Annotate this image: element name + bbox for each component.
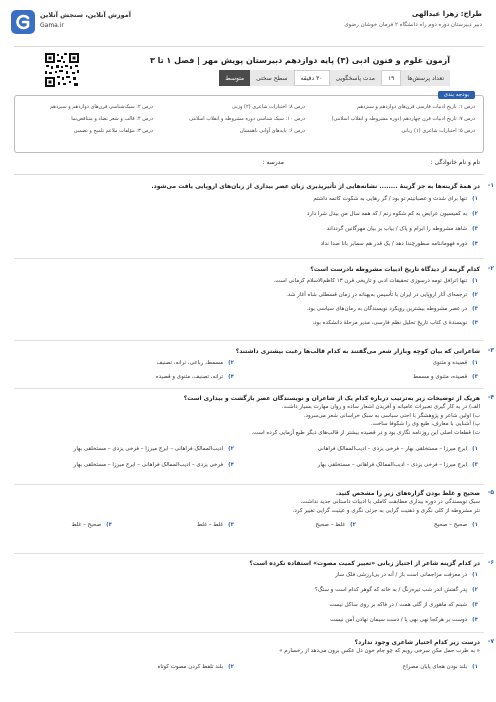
option-1[interactable]: ۱)تنها برای شدت و عصبانیتم تو بود / گر رهایی به شکوت کاتمه داشتم xyxy=(313,196,478,202)
questions-count-value: ۱۹ xyxy=(381,70,401,86)
option-3[interactable]: ۳)شبنم که ماهوری از گلی همت / در فاکه بر روی ساکل نیست xyxy=(329,602,478,608)
exam-info-bar xyxy=(219,70,450,86)
question-number: ۶- xyxy=(487,559,494,566)
question-statement: پ) آشنایی با معارف، طبع وی را شکوفا ساخت. xyxy=(370,421,480,427)
question-number: ۴- xyxy=(487,394,494,401)
option-4[interactable]: ۴)دوست بر هرکجا نهی نهی پا / دست سیمان نهادن آمن نیست xyxy=(330,617,478,623)
topic-item: درس ۸: اختیارات شاعری (۲) وزنی xyxy=(232,104,305,110)
questions-count-label: تعداد پرسش‌ها xyxy=(401,70,450,86)
question-divider xyxy=(14,340,484,341)
difficulty-value: متوسط xyxy=(219,70,250,86)
topic-item: درس ۳: مؤلفات ملاعم تلمیح و تضمین xyxy=(73,128,153,134)
question-divider xyxy=(14,632,484,633)
option-3[interactable]: ۳)ایرج میرزا – فرخی یزدی – ادیب‌الممالک فراهانی – مستخلقی بهار xyxy=(317,462,478,468)
question-divider xyxy=(14,388,484,389)
duration-label: مدت پاسخگویی xyxy=(330,70,381,86)
difficulty-label: سطح سختی xyxy=(250,70,293,86)
option-2[interactable]: ۲)ترجمه‌ای آثار اروپایی در ایران با تأسیس به‌پهنانه در زمان قسطلی شاه آغاز شد. xyxy=(286,292,478,298)
question-text: هریک از توضیحات زیر به‌ترتیب درباره کدام یک از شاعران و نویسندگان عصر بازگشت و بیداری است؟ xyxy=(183,395,480,402)
option-3[interactable]: ۳)قصیده، مثنوی و مسمط xyxy=(412,374,478,380)
exam-title: آزمون علوم و فنون ادبی (۳) پایه دوازدهم دبیرستان پویش مهر | فصل ۱ تا ۳ xyxy=(149,56,450,65)
option-1[interactable]: ۱)بلند بودن هجای پایان مصراع xyxy=(402,664,478,670)
option-4[interactable]: ۴)ترانه، تصنیف، مثنوی و قصیده xyxy=(155,374,234,380)
option-1[interactable]: ۱)صحیح – صحیح xyxy=(434,522,478,528)
question-3 xyxy=(14,347,494,387)
option-1[interactable]: ۱)در معرفت مزاجمانی است باز / آنه در بی‌ارزشی فلک ساز xyxy=(335,572,478,578)
question-number: ۳- xyxy=(487,347,494,354)
school-label: مدرسه : xyxy=(262,159,284,166)
option-2[interactable]: ۲)ادیب‌الممالک فراهانی – ایرج میرزا – فرخی یزدی – مستخلقی بهار xyxy=(73,446,234,452)
question-statement: الف) در به کار گیری تعبیرات عامیانه و آفریدن اشعار ساده و روان مهارت بسیار داشت. xyxy=(281,404,480,410)
question-statement: ب) اولین شاعر و پژوهشگر با احتی سیاسی به سبک خراسانی شعر می‌سرود. xyxy=(303,412,480,419)
question-statement: ت) قطعات اصلی این روزنامه نگاری بود و در قصیده بیشتر از قالب‌های دیگر طبع آزمایی کرده است. xyxy=(251,429,480,436)
question-2 xyxy=(14,265,494,337)
question-text: کدام گزینه از دیدگاه تاریخ ادبیات مشروطه نادرست است؟ xyxy=(310,266,480,273)
question-text: صحیح و غلط بودن گزاره‌های زیر را مشخص کنید. xyxy=(335,490,480,497)
option-4[interactable]: ۴)فرخی یزدی – ادیب‌الممالک فراهانی – ایرج میرزا – مستخلقی بهار xyxy=(73,462,234,468)
option-2[interactable]: ۲)بلند تلفظ کردن مصوت کوتاه xyxy=(157,664,234,670)
topic-item: درس ۱: تاریخ ادبیات فارسی قرن‌های دوازدهم و سیزدهم xyxy=(357,104,475,110)
option-4[interactable]: ۴)صحیح – غلط xyxy=(71,522,112,528)
option-4[interactable]: ۴)نویسندهٔ ی کتاب تاریخ تحلیل نظم فارسی، مدیر مرحلهٔ دانشکده بود. xyxy=(312,320,478,326)
topics-budget-box xyxy=(14,92,484,153)
question-number: ۲- xyxy=(487,265,494,272)
question-divider xyxy=(14,484,484,485)
topic-item: درس ۶: پایه‌های آوایی ناهمسان xyxy=(239,128,305,134)
qr-code-icon xyxy=(44,52,80,88)
question-divider xyxy=(14,258,484,259)
author-description: دبیر دبیرستان دوره دوم راه دانشگاه ۲ فرمان خوشان رضوی xyxy=(344,22,482,28)
topic-item: درس ۷: تاریخ ادبیات قرن چهاردهم (دوره مشروطه و انقلاب اسلامی) xyxy=(331,116,475,122)
question-6 xyxy=(14,559,494,629)
question-7 xyxy=(14,638,494,698)
option-3[interactable]: ۳)شاهد مشروطه را ابرام و پاک / بیاب بر بیان مهرگانین گردداند xyxy=(326,226,478,232)
question-divider xyxy=(14,553,484,554)
question-number: ۵- xyxy=(487,489,494,496)
question-number: ۷- xyxy=(487,638,494,645)
duration-value: ۳۰ دقیقه xyxy=(294,70,330,86)
author-name: طراح: زهرا عبدالهی xyxy=(411,10,482,18)
topic-item: درس ۱۰: سبک شناسی دوره مشروطه و انقلاب اسلامی xyxy=(189,116,305,122)
page-header xyxy=(6,4,490,50)
option-2[interactable]: ۲)به کمیسیون عرایض به کم شکوه زنم / که همه سال من بیدل شرا دارد xyxy=(306,211,478,217)
site-url[interactable]: Gama.ir xyxy=(40,22,64,29)
question-statement: سبک نویسندگی در دوره بیداری مطابقت کاملی با ادبیات داستانی جدید نداشت. xyxy=(300,499,480,505)
option-1[interactable]: ۱)ایرج میرزا – مستخلقی بهار – فرخی یزدی – ادیب‌الممالک فراهانی xyxy=(317,446,478,452)
option-2[interactable]: ۲)پدر گفتش اندر شب تیره‌رنگ / به خانه که گوهر کدام است و ستگ؟ xyxy=(314,587,478,593)
option-3[interactable]: ۳)غلط – غلط xyxy=(197,522,234,528)
topics-tag: بودجه بندی xyxy=(438,91,475,99)
site-name: آموزش آنلاین، سنجش آنلاین xyxy=(40,11,132,19)
question-text: در همهٔ گزینه‌ها به جز گزینهٔ ........ نشانه‌هایی از تأثیرپذیری زبان عصر بیداری از زبان‌های اروپایی یافت می‌شود. xyxy=(151,183,480,190)
option-2[interactable]: ۲)غلط – صحیح xyxy=(315,522,356,528)
gama-logo-icon xyxy=(10,9,36,35)
topic-item: درس ۲: سبک‌شناسی قرن‌های دوازدهم و سیزدهم xyxy=(49,104,153,110)
option-3[interactable]: ۳)در عصر مشروطه بیشترین رویکرد نویسندگان به رمان‌های سیاسی بود. xyxy=(306,306,478,312)
question-text: در کدام گزینه شاعر از اختیار زبانی «تغییر کمیت مصوت» استفاده نکرده است؟ xyxy=(249,560,480,567)
option-1[interactable]: ۱)تنها اترافل تومه درسوزی تحقیقات ادبی و تاریخی قرن ۱۳ کاظم‌الاسلام کرمانی است. xyxy=(273,278,478,284)
student-info-divider xyxy=(14,174,484,175)
question-verse: « به طرب حمل مکن سرخی رویم که چو جام خون دل عکس برون می‌دهد از رخسارم » xyxy=(279,648,480,654)
question-text: شاعرانی که بیان کوچه وبازار شعر می‌گفتند به کدام قالب‌ها رغبت بیشتری داشتند؟ xyxy=(235,348,480,355)
question-statement: نثر مشروطه از کلی نگری و ذهنیت گرایی به جزئی نگری و عینیت گرایی تغییر کرد. xyxy=(292,507,480,514)
option-1[interactable]: ۱)قصیده و مثنوی xyxy=(432,360,478,366)
header-divider xyxy=(14,46,484,47)
question-5 xyxy=(14,489,494,535)
question-1 xyxy=(14,182,494,262)
student-info-line xyxy=(14,159,484,171)
question-number: ۱- xyxy=(487,182,494,189)
option-2[interactable]: ۲)مسمط، رباعی، ترانه، تصنیف xyxy=(156,360,234,366)
option-4[interactable]: ۴)دوره فهوماننامه سطورچندا دهد / یک قدر هم سمایر بانا صدا نداد xyxy=(320,241,478,247)
topic-item: درس ۴: قالب و شعر تضاد و متناقض‌نما xyxy=(71,116,153,122)
question-text: درست زیر کدام اختیار شاعری وجود ندارد؟ xyxy=(354,639,480,646)
topic-item: درس ۵: اختیارات شاعری (۱) زبانی xyxy=(401,128,475,134)
student-name-label: نام و نام خانوادگی : xyxy=(430,159,480,166)
